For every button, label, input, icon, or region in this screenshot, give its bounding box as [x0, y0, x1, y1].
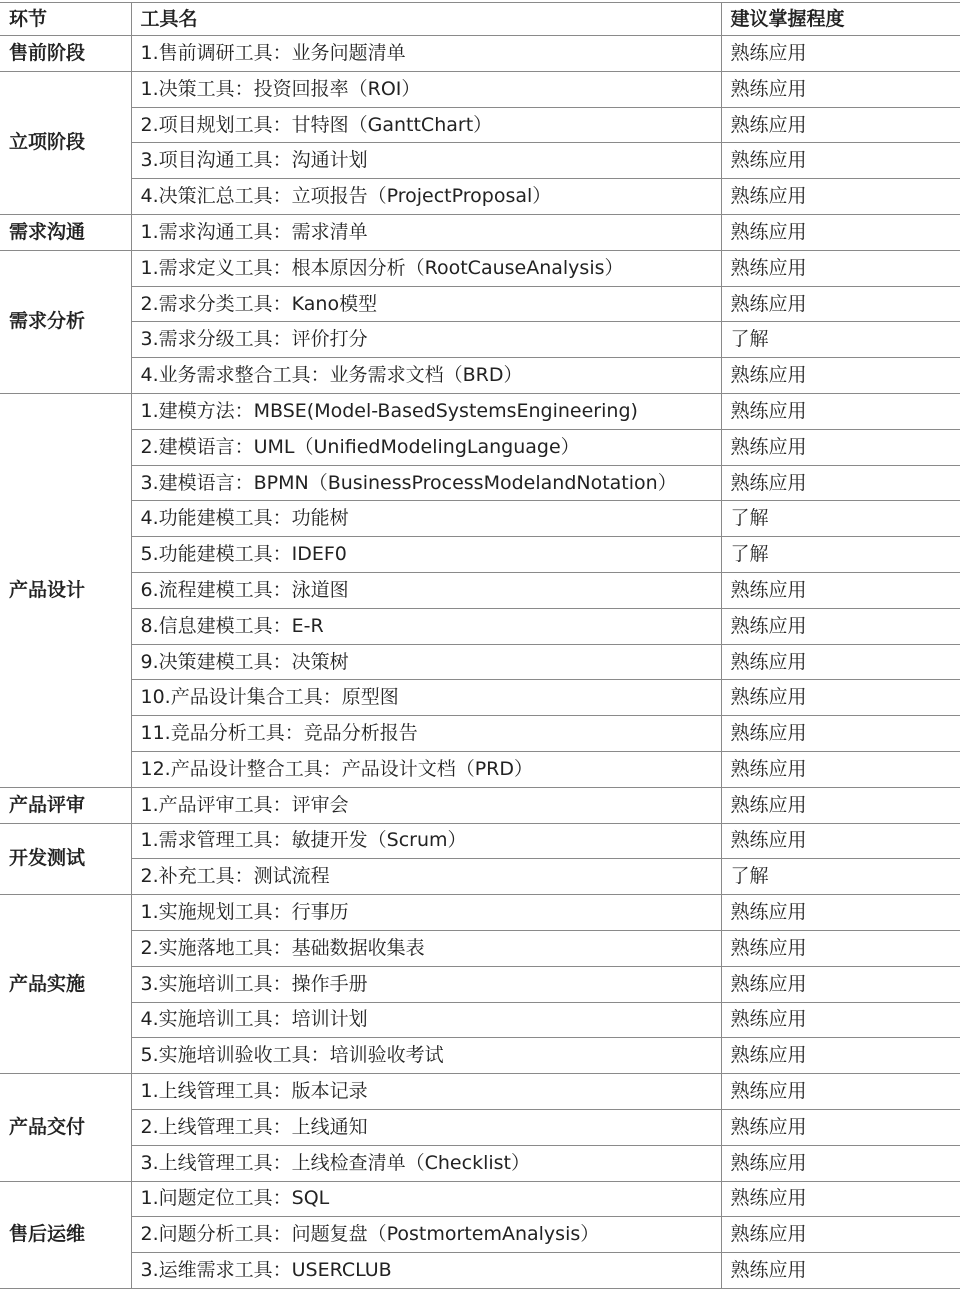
stage-cell: 需求沟通: [0, 214, 131, 250]
mastery-level-cell: 熟练应用: [721, 393, 960, 429]
stage-cell: 立项阶段: [0, 71, 131, 214]
mastery-level-cell: 熟练应用: [721, 143, 960, 179]
tool-name-cell: 4.实施培训工具：培训计划: [131, 1002, 721, 1038]
tool-name-cell: 1.问题定位工具：SQL: [131, 1181, 721, 1217]
table-row: [0, 465, 960, 501]
tools-table: [0, 2, 960, 1289]
stage-cell: 开发测试: [0, 823, 131, 895]
mastery-level-cell: 熟练应用: [721, 465, 960, 501]
tool-name-cell: 3.上线管理工具：上线检查清单（Checklist）: [131, 1145, 721, 1181]
table-row: [0, 644, 960, 680]
mastery-level-cell: 了解: [721, 501, 960, 537]
column-header-stage: 环节: [0, 3, 131, 36]
column-header-tool: 工具名: [131, 3, 721, 36]
mastery-level-cell: 熟练应用: [721, 1038, 960, 1074]
table-row: [0, 393, 960, 429]
tool-name-cell: 5.实施培训验收工具：培训验收考试: [131, 1038, 721, 1074]
mastery-level-cell: 熟练应用: [721, 1074, 960, 1110]
stage-cell: 产品评审: [0, 787, 131, 823]
mastery-level-cell: 了解: [721, 322, 960, 358]
mastery-level-cell: 熟练应用: [721, 680, 960, 716]
mastery-level-cell: 熟练应用: [721, 358, 960, 394]
mastery-level-cell: 熟练应用: [721, 1253, 960, 1289]
tool-name-cell: 2.问题分析工具：问题复盘（PostmortemAnalysis）: [131, 1217, 721, 1253]
tool-name-cell: 6.流程建模工具：泳道图: [131, 572, 721, 608]
stage-cell: 售后运维: [0, 1181, 131, 1288]
table-body: [0, 36, 960, 1289]
table-row: [0, 537, 960, 573]
mastery-level-cell: 熟练应用: [721, 1109, 960, 1145]
mastery-level-cell: 熟练应用: [721, 107, 960, 143]
table-row: [0, 895, 960, 931]
mastery-level-cell: 熟练应用: [721, 572, 960, 608]
table-row: [0, 179, 960, 215]
table-row: [0, 501, 960, 537]
mastery-level-cell: 熟练应用: [721, 930, 960, 966]
table-row: [0, 429, 960, 465]
table-row: [0, 1253, 960, 1289]
tool-name-cell: 4.功能建模工具：功能树: [131, 501, 721, 537]
tool-name-cell: 2.项目规划工具：甘特图（GanttChart）: [131, 107, 721, 143]
mastery-level-cell: 了解: [721, 537, 960, 573]
table-row: [0, 107, 960, 143]
tool-name-cell: 12.产品设计整合工具：产品设计文档（PRD）: [131, 751, 721, 787]
mastery-level-cell: 熟练应用: [721, 36, 960, 72]
table-row: [0, 1038, 960, 1074]
mastery-level-cell: 熟练应用: [721, 1181, 960, 1217]
table-row: [0, 1217, 960, 1253]
stage-cell: 需求分析: [0, 250, 131, 393]
stage-cell: 产品设计: [0, 393, 131, 787]
tool-name-cell: 2.上线管理工具：上线通知: [131, 1109, 721, 1145]
mastery-level-cell: 熟练应用: [721, 71, 960, 107]
table-row: [0, 214, 960, 250]
mastery-level-cell: 熟练应用: [721, 250, 960, 286]
tool-name-cell: 1.决策工具：投资回报率（ROI）: [131, 71, 721, 107]
mastery-level-cell: 熟练应用: [721, 823, 960, 859]
table-row: [0, 1002, 960, 1038]
table-row: [0, 286, 960, 322]
tool-name-cell: 3.建模语言：BPMN（BusinessProcessModelandNotation）: [131, 465, 721, 501]
tool-name-cell: 1.实施规划工具：行事历: [131, 895, 721, 931]
table-row: [0, 143, 960, 179]
mastery-level-cell: 了解: [721, 859, 960, 895]
table-row: [0, 1074, 960, 1110]
table-row: [0, 572, 960, 608]
mastery-level-cell: 熟练应用: [721, 429, 960, 465]
table-row: [0, 787, 960, 823]
column-header-level: 建议掌握程度: [721, 3, 960, 36]
tool-name-cell: 11.竞品分析工具：竞品分析报告: [131, 716, 721, 752]
mastery-level-cell: 熟练应用: [721, 608, 960, 644]
mastery-level-cell: 熟练应用: [721, 895, 960, 931]
stage-cell: 售前阶段: [0, 36, 131, 72]
table-row: [0, 322, 960, 358]
mastery-level-cell: 熟练应用: [721, 1217, 960, 1253]
table-row: [0, 716, 960, 752]
tool-name-cell: 1.建模方法：MBSE(Model-BasedSystemsEngineering): [131, 393, 721, 429]
mastery-level-cell: 熟练应用: [721, 787, 960, 823]
mastery-level-cell: 熟练应用: [721, 1145, 960, 1181]
mastery-level-cell: 熟练应用: [721, 644, 960, 680]
tool-name-cell: 10.产品设计集合工具：原型图: [131, 680, 721, 716]
tool-name-cell: 1.产品评审工具：评审会: [131, 787, 721, 823]
stage-cell: 产品交付: [0, 1074, 131, 1181]
table-row: [0, 823, 960, 859]
tool-name-cell: 4.决策汇总工具：立项报告（ProjectProposal）: [131, 179, 721, 215]
tool-name-cell: 4.业务需求整合工具：业务需求文档（BRD）: [131, 358, 721, 394]
table-row: [0, 930, 960, 966]
table-row: [0, 1109, 960, 1145]
tool-name-cell: 1.上线管理工具：版本记录: [131, 1074, 721, 1110]
table-row: [0, 71, 960, 107]
tool-name-cell: 3.需求分级工具：评价打分: [131, 322, 721, 358]
table-row: [0, 250, 960, 286]
tool-name-cell: 1.需求管理工具：敏捷开发（Scrum）: [131, 823, 721, 859]
tool-name-cell: 5.功能建模工具：IDEF0: [131, 537, 721, 573]
tool-name-cell: 2.建模语言：UML（UnifiedModelingLanguage）: [131, 429, 721, 465]
tool-name-cell: 1.售前调研工具：业务问题清单: [131, 36, 721, 72]
tool-name-cell: 2.需求分类工具：Kano模型: [131, 286, 721, 322]
tool-name-cell: 2.实施落地工具：基础数据收集表: [131, 930, 721, 966]
mastery-level-cell: 熟练应用: [721, 286, 960, 322]
tool-name-cell: 9.决策建模工具：决策树: [131, 644, 721, 680]
tool-name-cell: 3.实施培训工具：操作手册: [131, 966, 721, 1002]
tool-name-cell: 1.需求沟通工具：需求清单: [131, 214, 721, 250]
tool-name-cell: 8.信息建模工具：E-R: [131, 608, 721, 644]
table-row: [0, 36, 960, 72]
tool-name-cell: 2.补充工具：测试流程: [131, 859, 721, 895]
table-row: [0, 751, 960, 787]
table-row: [0, 680, 960, 716]
mastery-level-cell: 熟练应用: [721, 716, 960, 752]
table-row: [0, 859, 960, 895]
header-row: [0, 3, 960, 36]
table-row: [0, 358, 960, 394]
mastery-level-cell: 熟练应用: [721, 1002, 960, 1038]
table-row: [0, 1181, 960, 1217]
tool-name-cell: 1.需求定义工具：根本原因分析（RootCauseAnalysis）: [131, 250, 721, 286]
mastery-level-cell: 熟练应用: [721, 966, 960, 1002]
table-row: [0, 1145, 960, 1181]
mastery-level-cell: 熟练应用: [721, 214, 960, 250]
stage-cell: 产品实施: [0, 895, 131, 1074]
tool-name-cell: 3.运维需求工具：USERCLUB: [131, 1253, 721, 1289]
table-row: [0, 608, 960, 644]
table-row: [0, 966, 960, 1002]
mastery-level-cell: 熟练应用: [721, 179, 960, 215]
tool-name-cell: 3.项目沟通工具：沟通计划: [131, 143, 721, 179]
mastery-level-cell: 熟练应用: [721, 751, 960, 787]
